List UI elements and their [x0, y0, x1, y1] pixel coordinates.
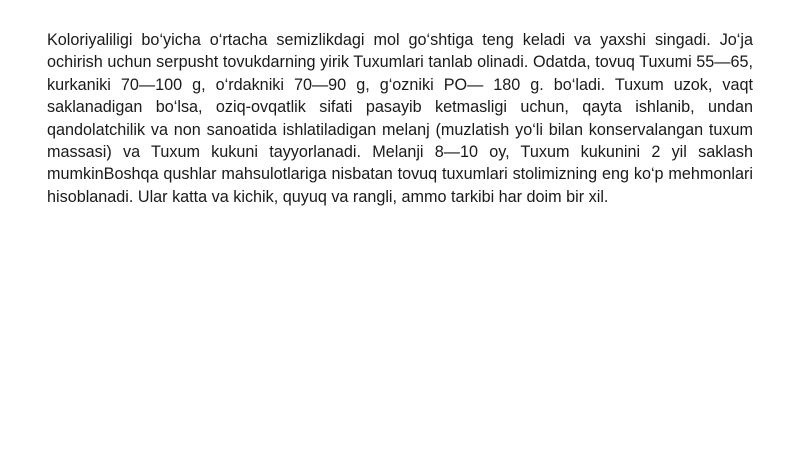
body-paragraph: Koloriyaliligi bo‘yicha o‘rtacha semizlikdagi mol go‘shtiga teng keladi va yaxshi singadi. Jo‘ja ochirish uchun serpusht tovukdarning yirik Tuxumlari tanlab olinadi. Odatda, tovuq Tuxumi 55—65, kurkaniki 70—100 g, o‘rdakniki 70—90 g, g‘ozniki PO— 180 g. bo‘ladi. Tuxum uzok, vaqt saklanadigan bo‘lsa, oziq-ovqatlik sifati pasayib ketmasligi uchun, qayta ishlanib, undan qandolatchilik va non sanoatida ishlatiladigan melanj (muzlatish yo‘li bilan konservalangan tuxum massasi) va Tuxum kukuni tayyorlanadi. Melanji 8—10 oy, Tuxum kukunini 2 yil saklash mumkinBoshqa qushlar mahsulotlariga nisbatan tovuq tuxumlari stolimizning eng ko‘p mehmonlari hisoblanadi. Ular katta va kichik, quyuq va rangli, ammo tarkibi har doim bir xil. [47, 31, 753, 206]
